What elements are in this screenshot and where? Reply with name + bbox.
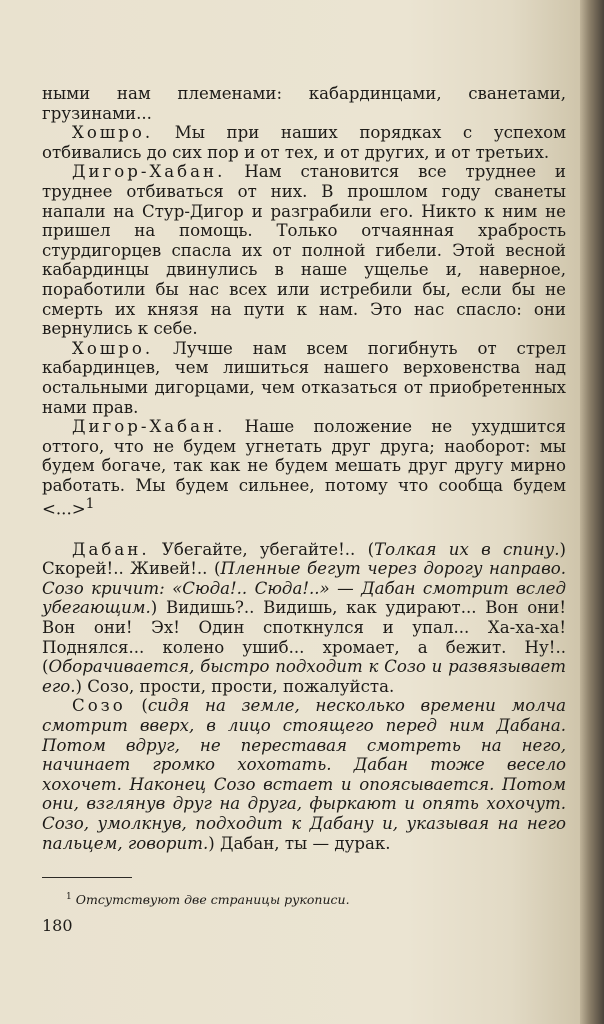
speaker-name: Хошро. xyxy=(72,338,154,358)
paragraph-hoshro-1 xyxy=(42,123,566,162)
dialogue-text: Убегайте, убегайте!.. ( xyxy=(161,539,375,559)
paragraph-digor-khaban-2 xyxy=(42,417,566,520)
page-edge-shadow xyxy=(580,0,604,1024)
paragraph-daban xyxy=(42,540,566,697)
page-body xyxy=(42,84,566,853)
footnote-divider xyxy=(42,877,132,878)
paragraph-text: Лучше нам всем погибнуть от стрел кабардинцев, чем лишиться нашего верховенства над остальными дигорцами, чем отказаться от приобретенных нами прав. xyxy=(42,338,567,417)
paragraph-text: Наше положение не ухудшится оттого, что не будем угнетать друг друга; наоборот: мы будем богаче, так как не будем мешать друг другу мирно работать. Мы будем сильнее, потому что сообща будем <...> xyxy=(42,417,566,519)
paragraph-text: ными нам племенами: кабардинцами, сванетами, грузинами... xyxy=(42,84,566,123)
page-number: 180 xyxy=(42,916,73,935)
paragraph-text: Нам становится все труднее и труднее отбиваться от них. В прошлом году сванеты напали на Стур-Дигор и разграбили его. Никто к ним не пришел на помощь. Только отчаянная храбрость стурдигорцев спасла их от полной гибели. Этой весной кабардинцы двинулись в наше ущелье и, наверное, поработили бы нас всех или истребили бы, если бы не смерть их князя на пути к нам. Это нас спасло: они вернулись к себе. xyxy=(42,162,566,339)
stage-direction: сидя на земле, несколько времени молча смотрит вверх, в лицо стоящего перед ним Дабана. Потом вдруг, не переставая смотреть на него, начинает громко хохотать. Дабан тоже весело хохочет. Наконец Созо встает и опоясывается. Потом они, взглянув друг на друга, фыркают и опять хохочут. Созо, умолкнув, подходит к Дабану и, указывая на него пальцем, говорит. xyxy=(42,696,566,853)
paragraph-continuation xyxy=(42,84,566,123)
speaker-name: Дигор-Хабан. xyxy=(72,417,226,437)
dialogue-text: ) Дабан, ты — дурак. xyxy=(208,833,391,853)
stage-direction: Пленные бегут через дорогу направо. Созо кричит: «Сюда!.. Сюда!..» — Дабан смотрит вслед убегающим. xyxy=(42,559,567,618)
stage-direction: Толкая их в спину. xyxy=(374,539,560,559)
speaker-name: Созо xyxy=(72,696,126,716)
paragraph-sozo xyxy=(42,696,566,853)
stage-direction: Оборачивается, быстро подходит к Созо и развязывает его. xyxy=(42,657,566,696)
footnote-number: 1 xyxy=(66,892,72,902)
paragraph-digor-khaban-1 xyxy=(42,162,566,338)
speaker-name: Хошро. xyxy=(72,123,154,143)
dialogue-text: ) Скорей!.. Живей!.. ( xyxy=(42,539,566,579)
footnote-marker: 1 xyxy=(85,496,95,513)
scene-break xyxy=(42,520,566,540)
dialogue-text: ) Видишь?.. Видишь, как удирают... Вон они! Вон они! Эх! Один споткнулся и упал... Ха-ха-ха! Поднялся... колено ушиб... хромает, а бежит. Ну!.. ( xyxy=(42,598,566,677)
paragraph-text: Мы при наших порядках с успехом отбивались до сих пор и от тех, и от других, и от третьих. xyxy=(42,123,567,162)
dialogue-text: ) Созо, прости, прости, пожалуйста. xyxy=(75,676,395,696)
paragraph-hoshro-2 xyxy=(42,339,566,417)
dialogue-text: ( xyxy=(141,696,148,716)
footnote xyxy=(66,889,546,908)
footnote-text: Отсутствуют две страницы рукописи. xyxy=(75,892,350,908)
speaker-name: Дабан. xyxy=(72,539,150,559)
speaker-name: Дигор-Хабан. xyxy=(72,162,226,182)
